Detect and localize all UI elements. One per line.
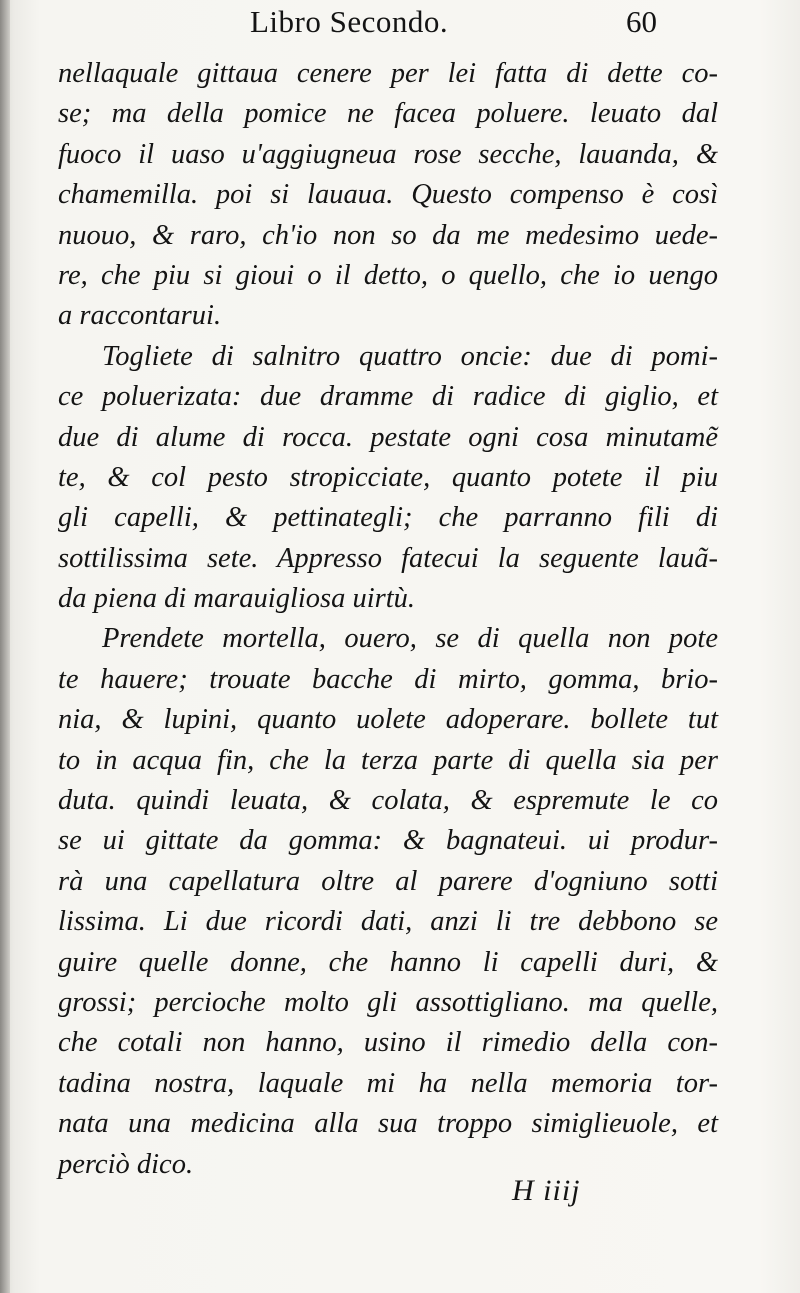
text-line: perciò dico.	[58, 1148, 194, 1180]
text-line: nata una medicina alla sua troppo simiglieuole, et	[58, 1108, 718, 1140]
text-line: fuoco il uaso u'aggiugneua rose secche, lauanda, &	[58, 138, 718, 170]
text-line: se ui gittate da gomma: & bagnateui. ui produr-	[58, 825, 718, 857]
text-line: gli capelli, & pettinategli; che parranno fili di	[58, 502, 718, 534]
signature-mark: H iiij	[512, 1174, 581, 1207]
text-line: sottilissima sete. Appresso fatecui la seguente lauã-	[58, 542, 718, 574]
text-line: duta. quindi leuata, & colata, & espremute le co	[58, 785, 718, 817]
text-line: Prendete mortella, ouero, se di quella non pote	[102, 623, 718, 655]
running-title: Libro Secondo.	[250, 4, 449, 39]
page-gutter	[0, 0, 10, 1293]
text-line: grossi; percioche molto gli assottigliano. ma quelle,	[58, 986, 718, 1018]
paragraph	[58, 54, 718, 337]
paragraph	[58, 337, 718, 620]
text-line: guire quelle donne, che hanno li capelli duri, &	[58, 946, 718, 978]
text-line: nia, & lupini, quanto uolete adoperare. bollete tut	[58, 704, 718, 736]
text-line: due di alume di rocca. pestate ogni cosa minutamẽ	[58, 421, 718, 453]
text-line: se; ma della pomice ne facea poluere. leuato dal	[58, 98, 718, 130]
text-line: a raccontarui.	[58, 300, 222, 332]
text-line: che cotali non hanno, usino il rimedio della con-	[58, 1027, 718, 1059]
text-line: nellaquale gittaua cenere per lei fatta di dette co-	[58, 58, 718, 89]
text-line: tadina nostra, laquale mi ha nella memoria tor-	[58, 1067, 718, 1099]
text-line: ce poluerizata: due dramme di radice di giglio, et	[58, 381, 718, 413]
text-line: te, & col pesto stropicciate, quanto potete il piu	[58, 461, 718, 493]
body-text	[58, 54, 718, 1185]
text-line: nuouo, & raro, ch'io non so da me medesimo uede-	[58, 219, 718, 251]
page-number: 60	[626, 4, 657, 39]
text-line: Togliete di salnitro quattro oncie: due di pomi-	[102, 340, 718, 372]
text-line: lissima. Li due ricordi dati, anzi li tre debbono se	[58, 906, 718, 938]
text-line: rà una capellatura oltre al parere d'ogniuno sotti	[58, 865, 718, 897]
paragraph	[58, 619, 718, 1184]
text-line: to in acqua fin, che la terza parte di quella sia per	[58, 744, 718, 776]
text-line: te hauere; trouate bacche di mirto, gomma, brio-	[58, 663, 718, 695]
text-line: chamemilla. poi si lauaua. Questo compenso è così	[58, 179, 718, 211]
text-line: da piena di marauigliosa uirtù.	[58, 583, 416, 615]
text-line: re, che piu si gioui o il detto, o quello, che io uengo	[58, 259, 718, 291]
